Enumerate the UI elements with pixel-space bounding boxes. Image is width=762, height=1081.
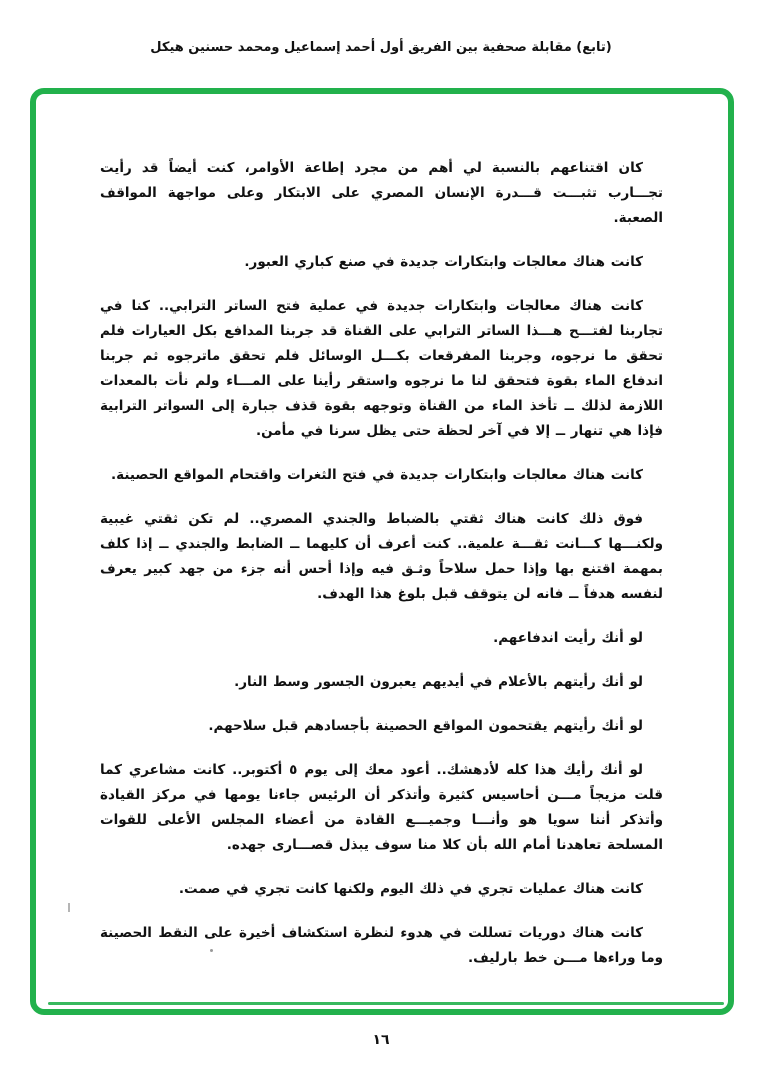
document-body [100,156,663,990]
paragraph-1: كان اقتناعهم بالنسبة لي أهم من مجرد إطاعة الأوامر، كنت أيضاً قد رأيت تجـــارب تثبـــت قـــدرة الإنسان المصري على الابتكار وعلى مواجهة المواقف الصعبة. [100,160,663,226]
paragraph-8: لو أنك رأيتهم يقتحمون المواقع الحصينة بأجسادهم قبل سلاحهم. [208,718,643,734]
page-header: (تابع) مقابلة صحفية بين الفريق أول أحمد إسماعيل ومحمد حسنين هيكل [150,40,612,55]
paragraph-7: لو أنك رأيتهم بالأعلام في أيديهم يعبرون الجسور وسط النار. [234,674,643,690]
page-number: ١٦ [372,1032,390,1048]
scan-speck [210,949,213,952]
paragraph-3: كانت هناك معالجات وابتكارات جديدة في عملية فتح الساتر الترابي.. كنا في تجاربنا لفتـــح هـــذا الساتر الترابي على القناة قد جربنا المدافع بكل العيارات فلم تحقق ما نرجوه، وجربنا المفرقعات بكـــل الوسائل فلم تحقق ماترجوه ثم جربنا اندفاع الماء بقوة فتحقق لنا ما نرجوه واستقر رأينا على المـــاء ولم نأت بالمعدات اللازمة لذلك ــ تأخذ الماء من القناة وتوجهه بقوة قذف جبارة إلى السواتر الترابية فإذا هي تنهار ــ إلا في آخر لحظة حتى يظل سرنا في مأمن. [100,298,663,439]
paragraph-2: كانت هناك معالجات وابتكارات جديدة في صنع كباري العبور. [244,254,643,270]
paragraph-5: فوق ذلك كانت هناك ثقتي بالضباط والجندي المصري.. لم تكن ثقتي غيبية ولكنـــها كـــانت ثقـــة علمية.. كنت أعرف أن كليهما ــ الضابط والجندي ــ إذا كلف بمهمة اقتنع بها وإذا حمل سلاحاً وثـق فيه وإذا أحس أنه جزء من جهد كبير يعرف لنفسه هدفاً ــ فانه لن يتوقف قبل بلوغ هذا الهدف. [100,511,663,602]
frame-bottom-stroke [48,1002,724,1005]
paragraph-9: لو أنك رأيك هذا كله لأدهشك.. أعود معك إلى يوم ٥ أكتوبر.. كانت مشاعري كما قلت مزيجاً مـــن أحاسيس كثيرة وأتذكر أن الرئيس جاءنا يومها في مركز القيادة وأتذكر أننا سويا هو وأنـــا وجميـــع القادة من أعضاء المجلس الأعلى للقوات المسلحة تعاهدنا أمام الله بأن كلا منا سوف يبذل قصـــارى جهده. [100,762,663,853]
paragraph-11: كانت هناك دوريات تسللت في هدوء لنظرة استكشاف أخيرة على النقط الحصينة وما وراءها مـــن خط بارليف. [100,925,663,966]
scan-speck [68,903,70,912]
paragraph-6: لو أنك رأيت اندفاعهم. [493,630,643,646]
paragraph-10: كانت هناك عمليات تجري في ذلك اليوم ولكنها كانت تجري في صمت. [178,881,643,897]
paragraph-4: كانت هناك معالجات وابتكارات جديدة في فتح الثغرات واقتحام المواقع الحصينة. [111,467,643,483]
